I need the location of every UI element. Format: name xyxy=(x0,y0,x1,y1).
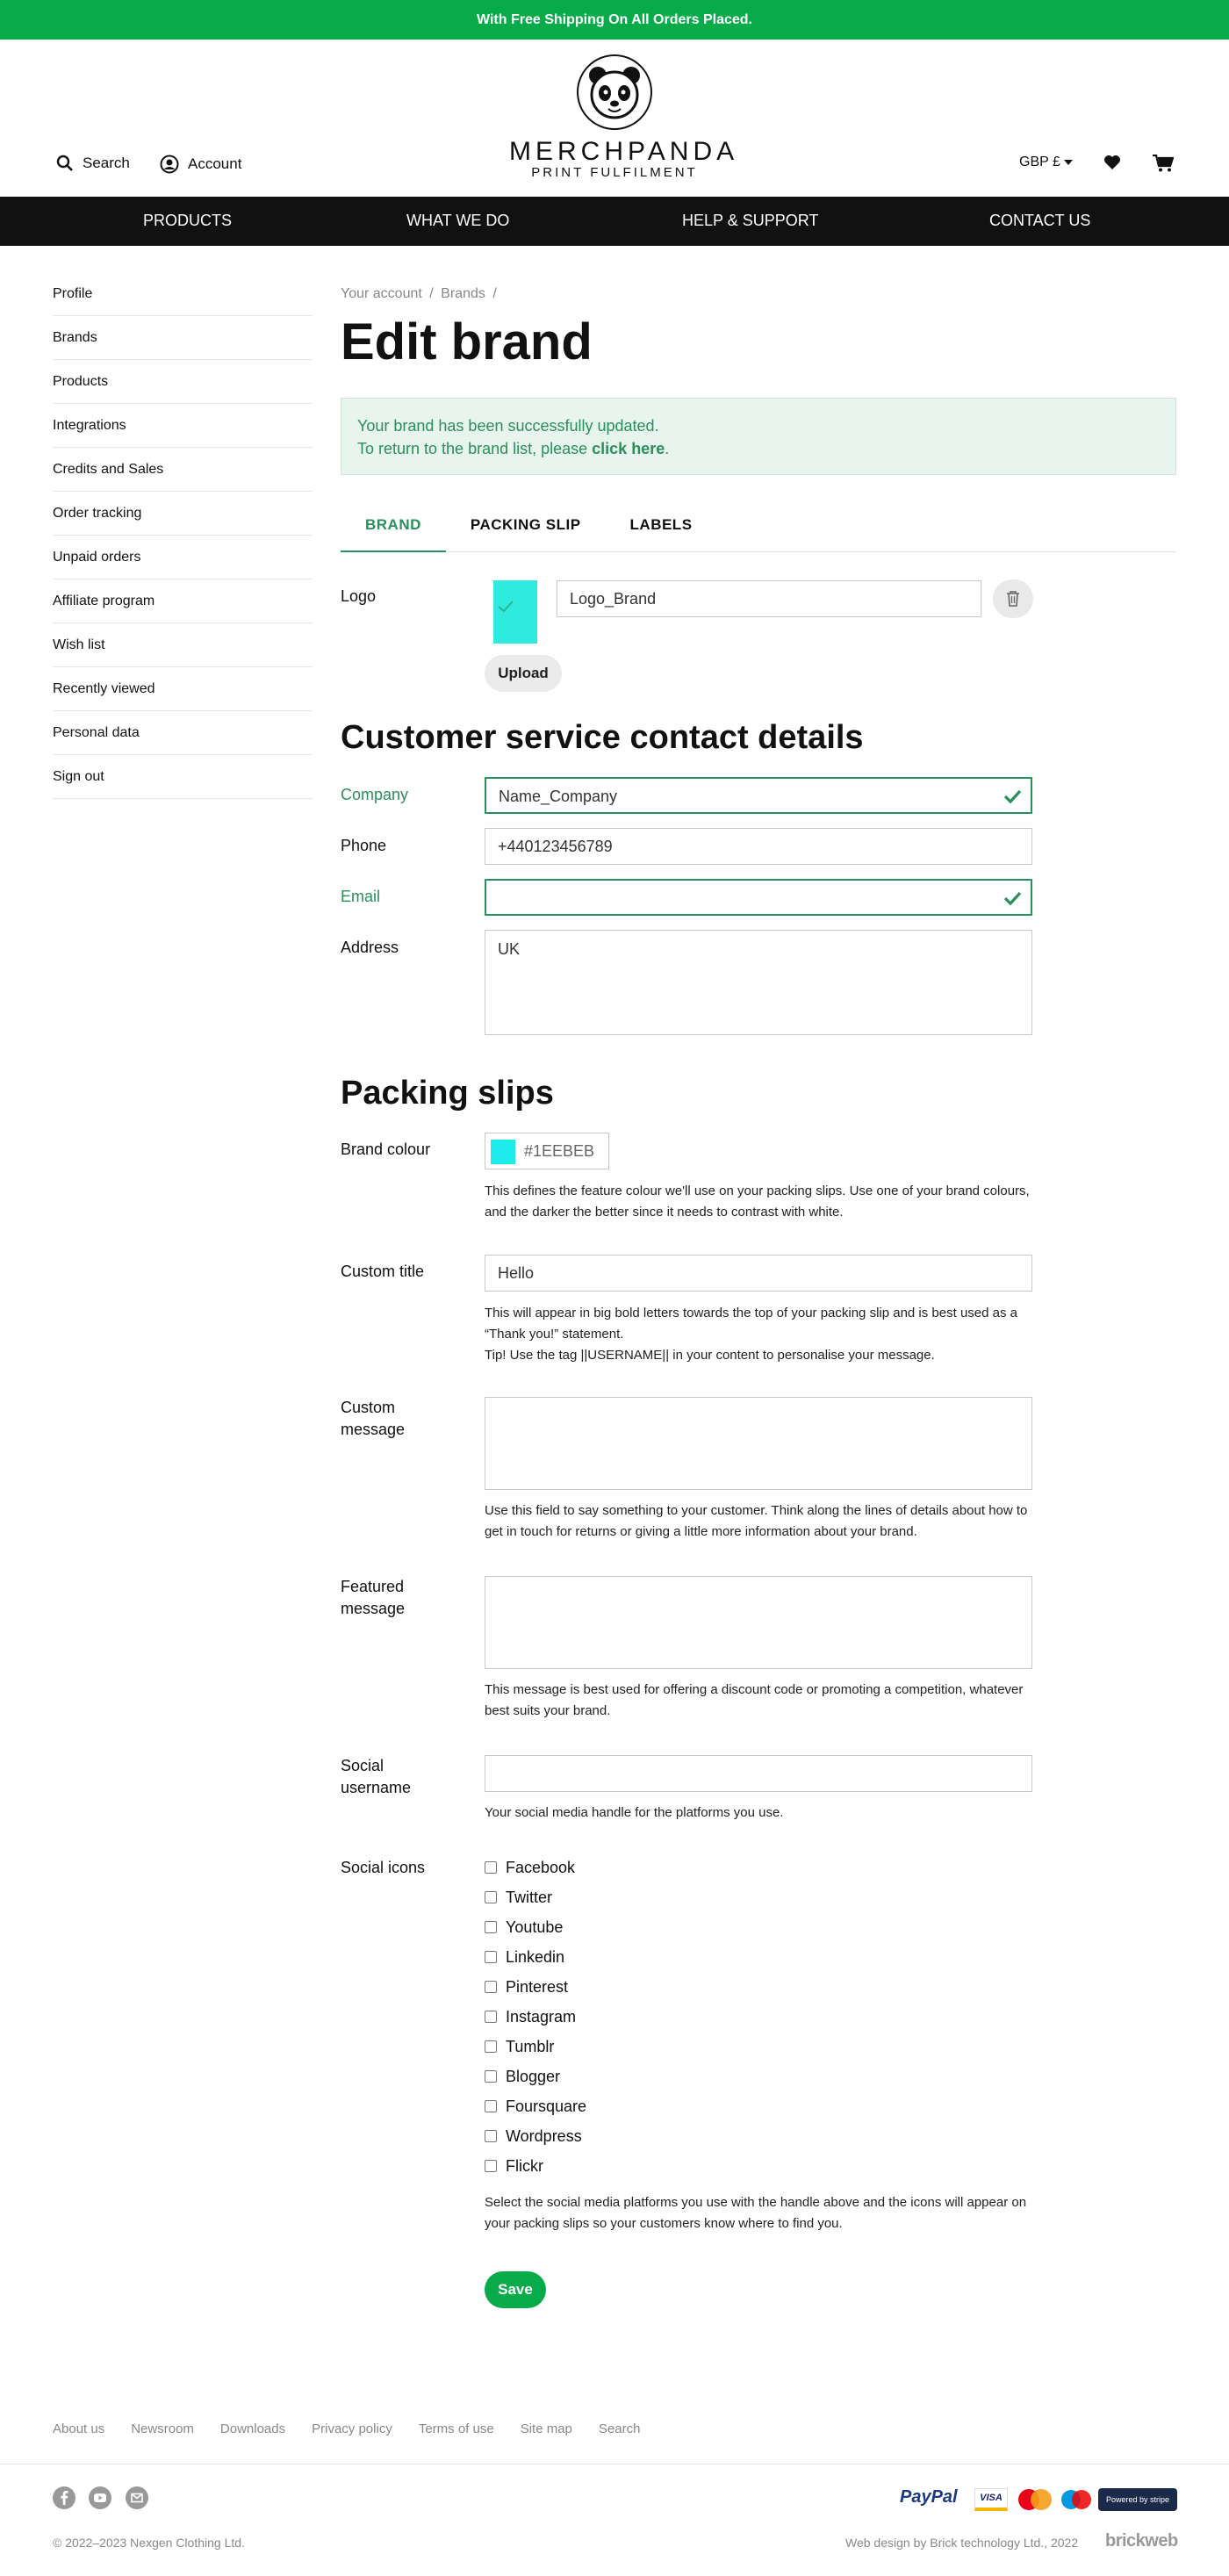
main-content xyxy=(341,272,1176,2572)
sidebar-item-products[interactable]: Products xyxy=(53,360,313,404)
brand-tagline: PRINT FULFILMENT xyxy=(531,165,698,180)
alert-text: To return to the brand list, please xyxy=(357,440,593,457)
email-label: Email xyxy=(341,888,381,905)
account-link[interactable] xyxy=(160,155,241,174)
phone-label: Phone xyxy=(341,837,387,854)
delete-logo-button[interactable] xyxy=(993,579,1033,618)
checkbox[interactable] xyxy=(485,2040,497,2053)
brickweb-logo[interactable]: brickweb xyxy=(1105,2531,1178,2551)
footer-link-newsroom[interactable]: Newsroom xyxy=(131,2421,194,2436)
contact-heading: Customer service contact details xyxy=(341,719,864,756)
account-icon xyxy=(160,155,179,174)
check-icon xyxy=(497,600,514,614)
checkbox[interactable] xyxy=(485,2160,497,2172)
footer-link-privacy[interactable]: Privacy policy xyxy=(312,2421,392,2436)
youtube-icon[interactable] xyxy=(89,2486,111,2509)
social-username-label: Social username xyxy=(341,1757,412,1796)
footer-link-search[interactable]: Search xyxy=(598,2421,641,2436)
social-icons-label: Social icons xyxy=(341,1859,426,1876)
sidebar-item-unpaid-orders[interactable]: Unpaid orders xyxy=(53,536,313,579)
checkbox-label: Foursquare xyxy=(506,2097,587,2115)
wishlist-button[interactable] xyxy=(1103,155,1121,170)
sidebar-item-sign-out[interactable]: Sign out xyxy=(53,755,313,799)
alert-period: . xyxy=(665,440,670,457)
search-link[interactable] xyxy=(56,155,130,172)
company-input[interactable] xyxy=(485,777,1032,814)
custom-message-textarea[interactable] xyxy=(485,1397,1032,1490)
checkbox-foursquare[interactable] xyxy=(485,2096,586,2117)
sidebar-item-integrations[interactable]: Integrations xyxy=(53,404,313,448)
brand-colour-label: Brand colour xyxy=(341,1140,431,1158)
brand-form xyxy=(341,552,1176,2572)
web-design-credit[interactable]: Web design by Brick technology Ltd., 2022 xyxy=(845,2536,1079,2550)
featured-message-help: This message is best used for offering a discount code or promoting a competition, whatever best suits your brand. xyxy=(485,1682,1024,1718)
custom-message-help: Use this field to say something to your customer. Think along the lines of details about how to get in touch for returns or giving a little more information about your brand. xyxy=(485,1503,1028,1539)
address-textarea[interactable]: UK xyxy=(485,930,1032,1035)
checkbox[interactable] xyxy=(485,1861,497,1874)
visa-logo xyxy=(974,2488,1008,2511)
checkbox[interactable] xyxy=(485,1891,497,1903)
breadcrumb-separator: / xyxy=(492,286,497,301)
currency-select[interactable] xyxy=(1019,155,1073,170)
visa-text: VISA xyxy=(980,2493,1003,2503)
nav-help-support[interactable]: HELP & SUPPORT xyxy=(682,212,819,229)
logo-thumbnail xyxy=(493,580,537,644)
breadcrumb-brands[interactable]: Brands xyxy=(441,286,485,301)
featured-message-label: Featured message xyxy=(341,1578,406,1617)
tab-labels[interactable]: LABELS xyxy=(629,516,693,533)
breadcrumb-separator: / xyxy=(429,286,434,301)
checkbox-tumblr[interactable] xyxy=(485,2036,554,2057)
brand-colour-help: This defines the feature colour we'll use on your packing slips. Use one of your brand colours, and the darker the better since it needs to contrast with white. xyxy=(485,1184,1030,1220)
company-label: Company xyxy=(341,786,409,803)
colour-swatch xyxy=(491,1140,515,1164)
checkbox[interactable] xyxy=(485,2130,497,2142)
logo-label: Logo xyxy=(341,587,377,605)
site-logo[interactable] xyxy=(509,54,739,180)
email-icon[interactable] xyxy=(126,2486,148,2509)
check-icon xyxy=(1003,787,1022,806)
footer-link-terms[interactable]: Terms of use xyxy=(418,2421,494,2436)
checkbox-label: Pinterest xyxy=(506,1977,569,1996)
checkbox-flickr[interactable] xyxy=(485,2155,543,2177)
panda-icon xyxy=(577,54,652,130)
cart-icon xyxy=(1153,155,1174,172)
copyright: © 2022–2023 Nexgen Clothing Ltd. xyxy=(53,2536,245,2550)
breadcrumb-your-account[interactable]: Your account xyxy=(341,286,422,301)
checkbox[interactable] xyxy=(485,2070,497,2083)
address-label: Address xyxy=(341,939,399,956)
checkbox-pinterest[interactable] xyxy=(485,1976,568,1997)
featured-message-textarea[interactable] xyxy=(485,1576,1032,1669)
tab-packing-slip[interactable]: PACKING SLIP xyxy=(470,516,581,533)
checkbox-label: Instagram xyxy=(506,2007,577,2026)
sidebar-item-profile[interactable]: Profile xyxy=(53,272,313,316)
save-button[interactable]: Save xyxy=(485,2271,546,2308)
search-label: Search xyxy=(83,155,130,171)
footer-link-downloads[interactable]: Downloads xyxy=(219,2421,286,2436)
paypal-logo xyxy=(900,2487,958,2508)
check-icon xyxy=(1003,889,1022,908)
nav-products[interactable]: PRODUCTS xyxy=(143,212,233,229)
promo-text: With Free Shipping On All Orders Placed. xyxy=(477,12,752,27)
checkbox[interactable] xyxy=(485,1981,497,1993)
checkbox-linkedin[interactable] xyxy=(485,1946,564,1968)
checkbox[interactable] xyxy=(485,2011,497,2023)
brand-name: MERCHPANDA xyxy=(509,137,739,166)
checkbox[interactable] xyxy=(485,1921,497,1933)
breadcrumb xyxy=(341,272,1176,316)
sidebar-item-order-tracking[interactable]: Order tracking xyxy=(53,492,313,536)
sidebar-item-brands[interactable]: Brands xyxy=(53,316,313,360)
checkbox-label: Wordpress xyxy=(506,2126,582,2145)
social-username-input[interactable] xyxy=(485,1755,1032,1792)
heart-icon xyxy=(1103,155,1121,170)
brand-colour-value: #1EEBEB xyxy=(524,1142,595,1160)
nav-what-we-do[interactable]: WHAT WE DO xyxy=(406,212,510,229)
promo-bar xyxy=(0,0,1229,40)
alert-link[interactable]: click here xyxy=(592,440,665,457)
custom-title-label: Custom title xyxy=(341,1263,425,1280)
sidebar-item-personal-data[interactable]: Personal data xyxy=(53,711,313,755)
footer-link-about[interactable]: About us xyxy=(53,2421,105,2436)
maestro-icon xyxy=(1060,2487,1093,2512)
mastercard-icon xyxy=(1016,2487,1054,2512)
stripe-badge xyxy=(1098,2488,1177,2511)
success-alert xyxy=(341,398,1176,475)
checkbox-label: Facebook xyxy=(506,1858,576,1876)
upload-button[interactable]: Upload xyxy=(485,655,562,692)
email-input[interactable] xyxy=(485,879,1032,916)
sidebar-item-affiliate[interactable]: Affiliate program xyxy=(53,579,313,623)
cart-button[interactable] xyxy=(1153,155,1174,172)
checkbox-twitter[interactable] xyxy=(485,1887,552,1908)
checkbox-label: Linkedin xyxy=(506,1947,565,1966)
checkbox[interactable] xyxy=(485,1951,497,1963)
checkbox-label: Twitter xyxy=(506,1888,553,1906)
facebook-icon[interactable] xyxy=(53,2486,75,2509)
custom-message-label: Custom message xyxy=(341,1399,406,1438)
checkbox-blogger[interactable] xyxy=(485,2066,560,2087)
social-icons-help: Select the social media platforms you use with the handle above and the icons will appear on your packing slips so your customers know where to find you. xyxy=(485,2195,1027,2231)
company-value: Name_Company xyxy=(499,788,618,805)
currency-label: GBP £ xyxy=(1019,155,1060,169)
social-username-help: Your social media handle for the platforms you use. xyxy=(485,1805,784,1820)
chevron-down-icon xyxy=(1064,160,1073,165)
sidebar-item-recently-viewed[interactable]: Recently viewed xyxy=(53,667,313,711)
brand-colour-input[interactable] xyxy=(485,1133,609,1169)
footer-links xyxy=(53,2421,640,2436)
checkbox-instagram[interactable] xyxy=(485,2006,576,2027)
packing-heading: Packing slips xyxy=(341,1075,554,1112)
checkbox-label: Youtube xyxy=(506,1918,564,1936)
sidebar-item-credits[interactable]: Credits and Sales xyxy=(53,448,313,492)
checkbox-label: Flickr xyxy=(506,2156,543,2175)
tab-brand[interactable]: BRAND xyxy=(341,498,446,552)
custom-title-help: This will appear in big bold letters towards the top of your packing slip and is best used as a “Thank you!” statement. xyxy=(485,1306,1018,1342)
logo-filename-input[interactable]: Logo_Brand xyxy=(557,580,981,617)
sidebar-item-wish-list[interactable]: Wish list xyxy=(53,623,313,667)
brand-tabs xyxy=(341,498,1176,552)
checkbox-facebook[interactable] xyxy=(485,1857,575,1878)
custom-title-tip: Tip! Use the tag ||USERNAME|| in your content to personalise your message. xyxy=(485,1348,935,1363)
nav-contact-us[interactable]: CONTACT US xyxy=(989,212,1091,229)
footer-link-sitemap[interactable]: Site map xyxy=(520,2421,572,2436)
main-nav xyxy=(0,197,1229,246)
stripe-text: Powered by stripe xyxy=(1105,2495,1170,2504)
checkbox-label: Tumblr xyxy=(506,2037,555,2055)
alert-line-2 xyxy=(357,437,1160,460)
page-title: Edit brand xyxy=(341,313,593,371)
checkbox[interactable] xyxy=(485,2100,497,2112)
checkbox-wordpress[interactable] xyxy=(485,2126,582,2147)
checkbox-label: Blogger xyxy=(506,2067,561,2085)
account-sidebar xyxy=(53,272,313,799)
trash-icon xyxy=(1006,591,1020,607)
paypal-text: PayPal xyxy=(900,2487,958,2507)
checkbox-youtube[interactable] xyxy=(485,1917,563,1938)
phone-input[interactable]: +440123456789 xyxy=(485,828,1032,865)
account-label: Account xyxy=(188,155,242,172)
custom-title-input[interactable]: Hello xyxy=(485,1255,1032,1292)
alert-line-1: Your brand has been successfully updated. xyxy=(357,417,659,435)
search-icon xyxy=(56,155,74,172)
